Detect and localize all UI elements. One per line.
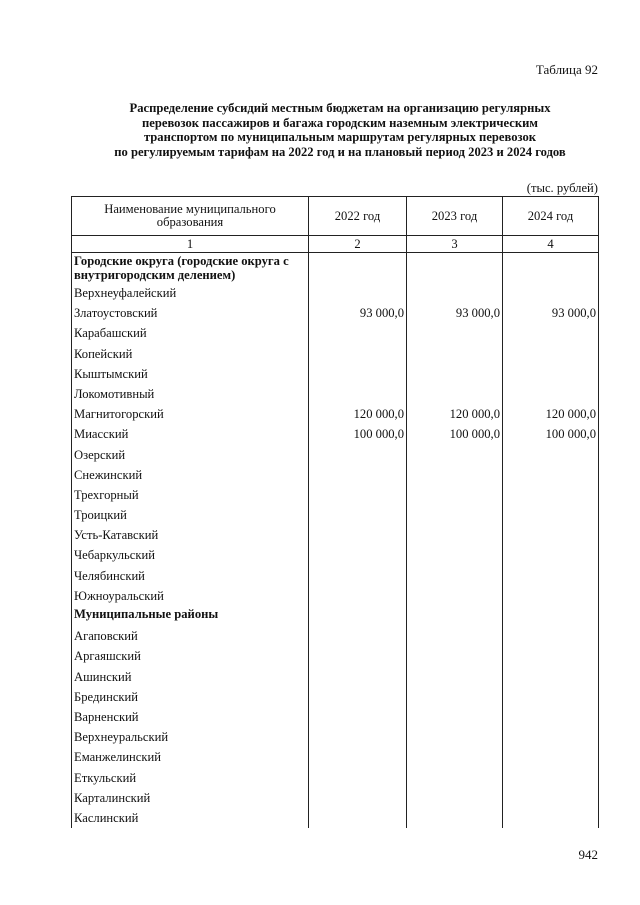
group-empty-cell	[503, 253, 599, 284]
value-2022: 100 000,0	[309, 424, 407, 444]
municipality-name: Озерский	[72, 445, 309, 465]
column-number: 2	[309, 236, 407, 253]
value-2022	[309, 667, 407, 687]
value-2024	[503, 586, 599, 606]
value-2023	[407, 445, 503, 465]
table-body	[72, 253, 599, 829]
value-2022	[309, 465, 407, 485]
municipality-name: Снежинский	[72, 465, 309, 485]
value-2023	[407, 707, 503, 727]
value-2024	[503, 687, 599, 707]
value-2023	[407, 323, 503, 343]
page-number: 942	[578, 847, 598, 862]
value-2023	[407, 465, 503, 485]
table-row	[72, 344, 599, 364]
municipality-name: Троицкий	[72, 505, 309, 525]
group-empty-cell	[503, 606, 599, 626]
table-row	[72, 768, 599, 788]
municipality-name: Трехгорный	[72, 485, 309, 505]
header-2022: 2022 год	[309, 197, 407, 236]
table-row	[72, 566, 599, 586]
table-header-row	[72, 197, 599, 236]
units-label: (тыс. рублей)	[526, 181, 598, 195]
municipality-name: Еманжелинский	[72, 747, 309, 767]
value-2022	[309, 788, 407, 808]
value-2023	[407, 768, 503, 788]
value-2024	[503, 364, 599, 384]
table-row	[72, 646, 599, 666]
value-2022	[309, 505, 407, 525]
value-2023	[407, 283, 503, 303]
value-2023	[407, 364, 503, 384]
value-2024	[503, 323, 599, 343]
table-row	[72, 323, 599, 343]
header-2024: 2024 год	[503, 197, 599, 236]
subsidy-table	[71, 196, 599, 828]
table-number: Таблица 92	[535, 62, 598, 77]
value-2023	[407, 646, 503, 666]
value-2023	[407, 808, 503, 828]
value-2022	[309, 344, 407, 364]
municipality-name: Агаповский	[72, 626, 309, 646]
table-row	[72, 747, 599, 767]
group-row	[72, 606, 599, 626]
table-row	[72, 707, 599, 727]
table-row	[72, 667, 599, 687]
value-2022	[309, 586, 407, 606]
value-2022	[309, 626, 407, 646]
document-title	[60, 101, 620, 159]
value-2024	[503, 505, 599, 525]
value-2023: 93 000,0	[407, 303, 503, 323]
table-row	[72, 445, 599, 465]
municipality-name: Варненский	[72, 707, 309, 727]
value-2023	[407, 727, 503, 747]
table-row	[72, 727, 599, 747]
value-2022	[309, 747, 407, 767]
header-2023: 2023 год	[407, 197, 503, 236]
value-2022	[309, 768, 407, 788]
value-2024	[503, 667, 599, 687]
title-line: транспортом по муниципальным маршрутам регулярных перевозок	[143, 130, 537, 144]
municipality-name: Чебаркульский	[72, 545, 309, 565]
value-2023	[407, 566, 503, 586]
value-2023	[407, 586, 503, 606]
value-2024: 93 000,0	[503, 303, 599, 323]
title-line: Распределение субсидий местным бюджетам на организацию регулярных	[129, 101, 551, 115]
table-row	[72, 808, 599, 828]
table-row	[72, 545, 599, 565]
municipality-name: Карталинский	[72, 788, 309, 808]
value-2023	[407, 667, 503, 687]
value-2024	[503, 445, 599, 465]
table-row	[72, 626, 599, 646]
value-2023	[407, 788, 503, 808]
value-2022	[309, 485, 407, 505]
municipality-name: Карабашский	[72, 323, 309, 343]
value-2022	[309, 364, 407, 384]
municipality-name: Южноуральский	[72, 586, 309, 606]
table-row	[72, 465, 599, 485]
municipality-name: Еткульский	[72, 768, 309, 788]
value-2023	[407, 505, 503, 525]
municipality-name: Кыштымский	[72, 364, 309, 384]
group-row	[72, 253, 599, 284]
column-number-row	[72, 236, 599, 253]
value-2024	[503, 768, 599, 788]
value-2024	[503, 727, 599, 747]
value-2022	[309, 283, 407, 303]
column-number: 3	[407, 236, 503, 253]
value-2024	[503, 646, 599, 666]
value-2022	[309, 323, 407, 343]
value-2022: 120 000,0	[309, 404, 407, 424]
value-2022	[309, 646, 407, 666]
municipality-name: Верхнеуральский	[72, 727, 309, 747]
value-2022	[309, 525, 407, 545]
municipality-name: Верхнеуфалейский	[72, 283, 309, 303]
value-2024	[503, 747, 599, 767]
table-row	[72, 283, 599, 303]
value-2022	[309, 808, 407, 828]
table-row	[72, 788, 599, 808]
table-row	[72, 424, 599, 444]
header-municipality: Наименование муниципального образования	[72, 197, 309, 236]
value-2024	[503, 626, 599, 646]
table-row	[72, 404, 599, 424]
municipality-name: Каслинский	[72, 808, 309, 828]
value-2022	[309, 707, 407, 727]
municipality-name: Усть-Катавский	[72, 525, 309, 545]
table-row	[72, 384, 599, 404]
value-2024	[503, 283, 599, 303]
group-empty-cell	[407, 606, 503, 626]
value-2023	[407, 687, 503, 707]
value-2023	[407, 344, 503, 364]
table-row	[72, 364, 599, 384]
group-empty-cell	[309, 253, 407, 284]
value-2024: 120 000,0	[503, 404, 599, 424]
municipality-name: Миасский	[72, 424, 309, 444]
value-2024	[503, 808, 599, 828]
municipality-name: Магнитогорский	[72, 404, 309, 424]
value-2023	[407, 626, 503, 646]
table-row	[72, 303, 599, 323]
value-2024	[503, 485, 599, 505]
title-line: перевозок пассажиров и багажа городским наземным электрическим	[142, 115, 538, 130]
value-2023: 120 000,0	[407, 404, 503, 424]
value-2022	[309, 727, 407, 747]
value-2024	[503, 545, 599, 565]
value-2022	[309, 545, 407, 565]
value-2024	[503, 344, 599, 364]
value-2024	[503, 384, 599, 404]
group-label: Муниципальные районы	[72, 606, 309, 626]
table-row	[72, 687, 599, 707]
value-2022	[309, 687, 407, 707]
group-empty-cell	[407, 253, 503, 284]
group-empty-cell	[309, 606, 407, 626]
value-2024	[503, 707, 599, 727]
value-2023	[407, 747, 503, 767]
value-2023	[407, 384, 503, 404]
value-2022: 93 000,0	[309, 303, 407, 323]
table-row	[72, 586, 599, 606]
column-number: 1	[72, 236, 309, 253]
value-2023: 100 000,0	[407, 424, 503, 444]
value-2022	[309, 566, 407, 586]
column-number: 4	[503, 236, 599, 253]
table-row	[72, 485, 599, 505]
value-2022	[309, 445, 407, 465]
value-2023	[407, 485, 503, 505]
municipality-name: Челябинский	[72, 566, 309, 586]
title-line: по регулируемым тарифам на 2022 год и на плановый период 2023 и 2024 годов	[114, 144, 566, 159]
value-2024	[503, 465, 599, 485]
value-2022	[309, 384, 407, 404]
value-2023	[407, 545, 503, 565]
municipality-name: Локомотивный	[72, 384, 309, 404]
table-row	[72, 525, 599, 545]
municipality-name: Ашинский	[72, 667, 309, 687]
value-2024: 100 000,0	[503, 424, 599, 444]
value-2024	[503, 566, 599, 586]
value-2024	[503, 788, 599, 808]
table-row	[72, 505, 599, 525]
group-label: Городские округа (городские округа с внутригородским делением)	[72, 253, 309, 284]
municipality-name: Копейский	[72, 344, 309, 364]
value-2024	[503, 525, 599, 545]
municipality-name: Златоустовский	[72, 303, 309, 323]
municipality-name: Брединский	[72, 687, 309, 707]
municipality-name: Аргаяшский	[72, 646, 309, 666]
value-2023	[407, 525, 503, 545]
